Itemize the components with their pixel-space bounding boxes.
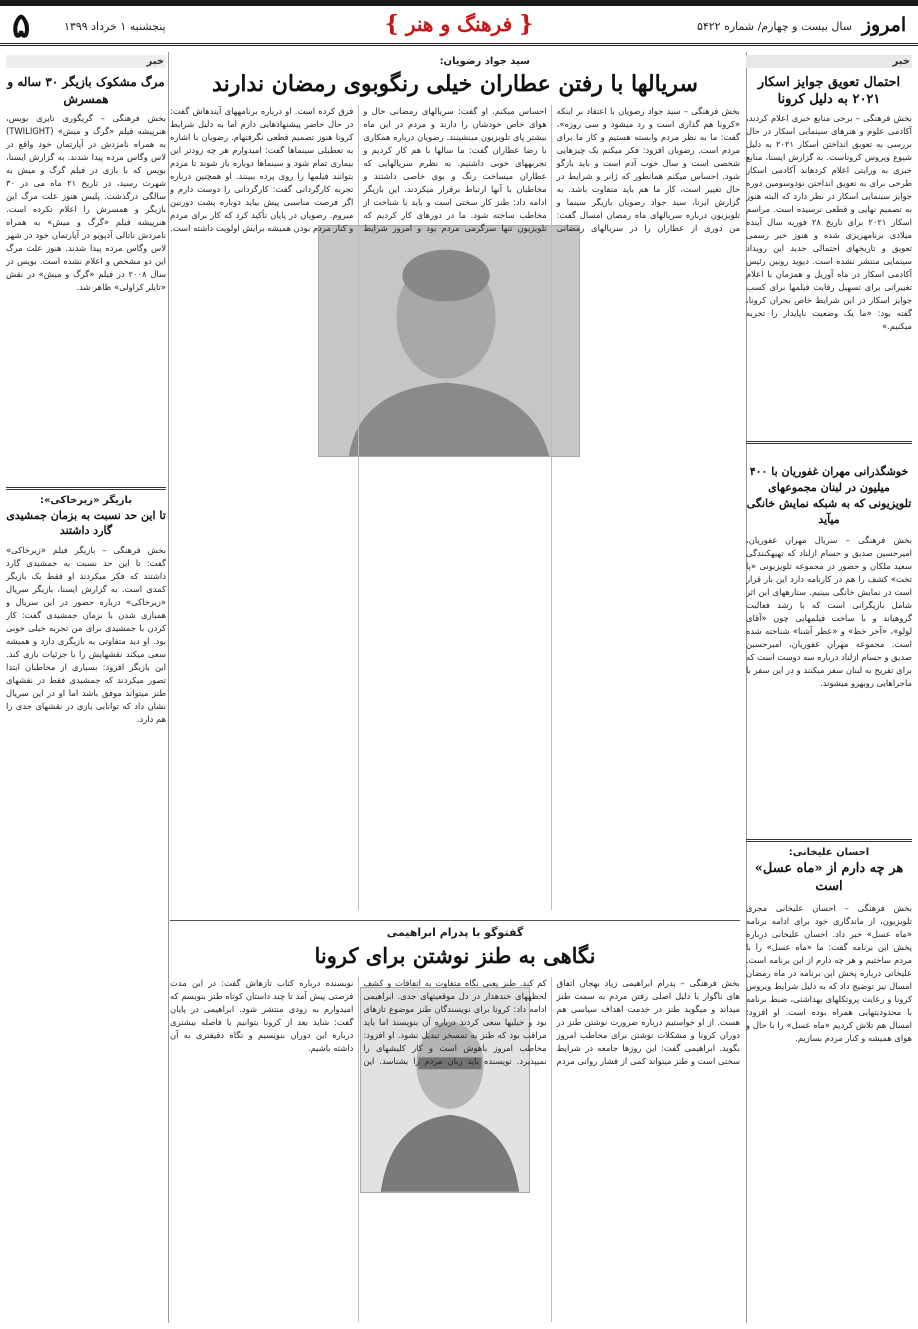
issue-date: پنجشنبه ۱ خرداد ۱۳۹۹ xyxy=(64,20,166,33)
story-body: بخش فرهنگی – برخی منابع خبری اعلام کردند، آکادمی علوم و هنرهای سینمایی اسکار در حال بررسی به تعویق انداختن اسکار ۲۰۲۱ به دلیل شیوع ویروس کروناست. به گزارش ایسنا، منابع خبری به ورایتی اعلام کردهاند آکادمی اسکار طرحی برای به تعویق انداختن نودوسومین دوره جوایز سینمایی اسکار در نظر دارد که البته هنوز به تصمیم نهایی و قطعی نرسیده است. مراسم اسکار ۲۰۲۱ برای تاریخ ۲۸ فوریه سال آینده میلادی برنامهریزی شده و هنوز خبر رسمی تعویق و تاریخهای احتمالی جدید این رویداد سینمایی منتشر نشده است. دیوید روبین رئیس آکادمی اسکار در ماه آوریل و همزمان با اعلام تغییراتی برای تسهیل رقابت فیلمها برای کسب جوایز اسکار در این شرایط خاص بحران کرونا، گفته بود: «ما یک وضعیت ناپایدار را تجربه میکنیم.» xyxy=(746,113,912,331)
interview-area xyxy=(170,977,740,1327)
left-column xyxy=(6,52,166,1299)
brace-right-icon: { xyxy=(519,11,534,37)
section-title xyxy=(385,11,534,37)
story-divider xyxy=(170,920,740,921)
story-divider xyxy=(746,441,912,444)
page-number: ۵ xyxy=(12,6,31,46)
story-kicker: خبر xyxy=(6,55,166,68)
interview-byline: گفتوگو با پدرام ابراهیمی xyxy=(386,926,524,939)
brace-left-icon: } xyxy=(384,11,399,37)
issue-info: سال بیست و چهارم/ شماره ۵۴۲۲ xyxy=(696,20,852,33)
story-divider xyxy=(6,487,166,490)
story-headline: خوشگذرانی مهران غفوریان با ۴۰۰ میلیون در لبنان مجموعهای تلویزیونی که به شبکه نمایش خانگی میآید xyxy=(746,465,912,526)
story-kicker: خبر xyxy=(746,55,912,68)
story-headline: هر چه دارم از «ماه عسل» است xyxy=(754,861,904,894)
center-column xyxy=(170,52,740,1327)
newspaper-logo: امروز xyxy=(861,14,907,36)
lead-byline: سید جواد رضویان: xyxy=(439,56,530,67)
masthead xyxy=(0,6,918,46)
story-headline: مرگ مشکوک بازیگر ۳۰ ساله و همسرش xyxy=(7,75,165,106)
story-headline: تا این حد نسبت به بزمان جمشیدی گارد داشتند xyxy=(6,509,166,537)
lead-headline: سریالها با رفتن عطاران خیلی رنگوبوی رمضان ندارند xyxy=(212,71,698,97)
column-divider xyxy=(168,52,169,1323)
section-label: فرهنگ و هنر xyxy=(405,12,513,36)
story-kicker: احسان علیخانی: xyxy=(788,847,870,858)
lead-story-area xyxy=(170,105,740,915)
story-divider xyxy=(746,839,912,842)
story-body: بخش فرهنگی – احسان علیخانی مجری تلویزیون، از ماندگاری خود برای ادامه برنامه «ماه عسل» خبر داد. احسان علیخانی درباره پخش این برنامه گفت: ما «ماه عسل» را با مردم ساختیم و هر چه دارم از این برنامه است. علیخانی درباره پخش این برنامه در ماه رمضان امسال نیز توضیح داد که به دلیل شرایط ویروس کرونا و رعایت پروتکلهای بهداشتی، ضبط برنامه با محدودیتهایی همراه بوده است. او افزود: امسال هم تلاش کردیم «ماه عسل» را با حال و هوای همیشه و کنار مردم بسازیم. xyxy=(746,903,912,1043)
interview-headline: نگاهی به طنز نوشتن برای کرونا xyxy=(314,943,596,968)
story-body: بخش فرهنگی – گریگوری تایری بویس، هنرپیشه فیلم «گرگ و میش» (TWILIGHT) به همراه نامزدش در آپارتمان خود واقع در لاس وگاس مرده پیدا شدند. به گزارش ایسنا، بویس که با بازی در فیلم گرگ و میش به شهرت رسید، در تاریخ ۲۱ ماه می در ۳۰ سالگی درگذشت. پلیس هنوز علت مرگ این بازیگر و همسرش را اعلام نکرده است. هنرپیشه فیلم «گرگ و میش» به همراه نامزدش ناتالی آدپویو در آپارتمان خود در شهر لاس وگاس مرده پیدا شدند. هنوز علت مرگ این دو مشخص و اعلام نشده است. بویس در سال ۲۰۰۸ در فیلم «گرگ و میش» در نقش «تایلر کراولی» ظاهر شد. xyxy=(6,113,166,292)
interview-body: بخش فرهنگی – پدرام ابراهیمی زیاد بهجان اتفاق های ناگوار با دلیل اصلی رفتن مردم به سمت طنز میداند و میگوید طنز در خدمت اهداف سیاسی هم هست. از او خواستیم درباره ضرورت نوشتن طنز در دوران کرونا و مشکلات نوشتن برای مخاطب امروز بگوید. ابراهیمی گفت: این روزها جامعه در شرایط سختی است و طنز میتواند کمی از فشار روانی مردم کم کند. طنز یعنی نگاه متفاوت به اتفاقات و کشف لحظههای خندهدار در دل موقعیتهای جدی. ابراهیمی ادامه داد: کرونا برای نویسندگان طنز موضوع تازهای بود و خیلیها سعی کردند درباره آن بنویسند اما باید مراقب بود که طنز به تمسخر تبدیل نشود. او افزود: مخاطب امروز باهوش است و کار کلیشهای را نمیپذیرد. نویسنده باید زبان مردم را بشناسد. این نویسنده درباره کتاب تازهاش گفت: در این مدت فرصتی پیش آمد تا چند داستان کوتاه طنز بنویسم که امیدوارم به زودی منتشر شود. ابراهیمی در پایان گفت: شاید بعد از کرونا بتوانیم با فاصله بیشتری درباره این دوران بنویسیم و نگاه دقیقتری به آن داشته باشیم. xyxy=(170,978,740,1066)
lead-body: بخش فرهنگی – سید جواد رضویان با اعتقاد بر اینکه «کرونا هم گذاری است و رد میشود و سی روزه»، گفت: ما به نظر مردم وابسته هستیم و کار ما برای مردم است. رضویان افزود: فکر میکنم یک چیزهایی شخصی است و سال خوب آدم است و باید بازگو شود. احساس میکنم همانطور که ژانر و شرایط در حال تغییر است، کار ما هم باید متفاوت باشد. به گزارش ایرنا، سید جواد رضویان بازیگر سینما و تلویزیون درباره سریالهای ماه رمضان امسال گفت: من دوری از عطاران را در سریالهای رمضانی احساس میکنم. او گفت: سریالهای رمضانی حال و هوای خاص خودشان را دارند و مردم در این ماه بیشتر پای تلویزیون مینشینند. رضویان درباره همکاری با رضا عطاران گفت: ما سالها با هم کار کردیم و تجربههای خوبی داشتیم. به نظرم سریالهایی که عطاران میساخت رنگ و بوی خاصی داشتند و مخاطبان با آنها ارتباط برقرار میکردند. این بازیگر ادامه داد: طنز کار سختی است و باید با شناخت از مخاطب ساخته شود. ما در دورهای کار کردیم که تلویزیون تنها سرگرمی مردم بود و امروز شرایط فرق کرده است. او درباره برنامههای آیندهاش گفت: در حال حاضر پیشنهادهایی دارم اما به دلیل شرایط کرونا هنوز تصمیم قطعی نگرفتهام. رضویان با اشاره به تعطیلی سینماها گفت: امیدوارم هر چه زودتر این بیماری تمام شود و سینماها دوباره باز شوند تا مردم بتوانند فیلمها را روی پرده ببینند. او همچنین درباره تجربه کارگردانی گفت: کارگردانی را دوست دارم و اگر فرصت مناسبی پیش بیاید دوباره پشت دوربین میروم. رضویان در پایان تأکید کرد که کار برای مردم و کنار مردم بودن همیشه برایش اولویت داشته است. xyxy=(170,106,740,233)
story-body: بخش فرهنگی – بازیگر فیلم «زیرخاکی» گفت: تا این حد نسبت به جمشیدی گارد داشتند که فکر میکردند او فقط یک بازیگر کمدی است. به گزارش ایسنا، بازیگر سریال «زیرخاکی» درباره حضور در این سریال و همبازی شدن با بزمان جمشیدی گفت: کار کردن با جمشیدی برای من تجربه خیلی خوبی بود. او دید متفاوتی به بازیگری دارد و همیشه سعی میکند نقشهایش را با جزئیات بازی کند. این بازیگر افزود: بسیاری از مخاطبان ابتدا تصور میکردند که جمشیدی فقط در نقشهای طنز میتواند موفق باشد اما او در این سریال نشان داد که توانایی بازی در نقشهای جدی را هم دارد. xyxy=(6,545,166,724)
story-body: بخش فرهنگی – سریال مهران غفوریان، امیرحسین صدیق و حسام ازلناد که تهیهکنندگی سعید ملکان و حضور در مجموعه تلویزیونی «پا تخت» کشف را هم در کارنامه دارد این بار قرار است در نمایش خانگی ببینیم. ستارههای این اثر شامل بازیگرانی است که با رشد فعالیت گروهیاند و با ساخت فیلمهایی چون «آقای لولو»، «آخر خط» و «عطر آشنا» شناخته شده است. مجموعه مهران غفوریان، امیرحسین صدیق و حسام ازلناد درباره سه دوست است که برای تفریح به لبنان سفر میکنند و در این سفر با ماجراهایی روبهرو میشوند. xyxy=(746,535,912,688)
story-kicker: بازیگر «زیرخاکی»: xyxy=(39,495,133,506)
right-column xyxy=(746,52,912,1329)
story-headline: احتمال تعویق جوایز اسکار ۲۰۲۱ به دلیل کرونا xyxy=(757,75,901,107)
